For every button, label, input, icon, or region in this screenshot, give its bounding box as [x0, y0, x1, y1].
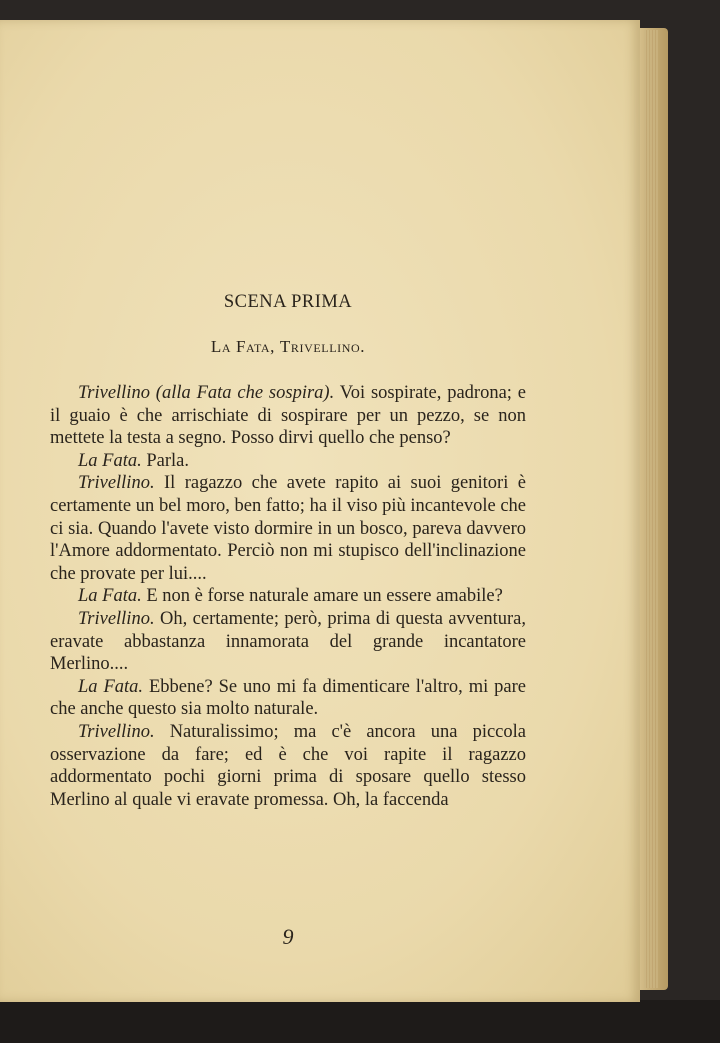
dialogue-paragraph	[50, 676, 526, 721]
dialogue-text: E non è forse naturale amare un essere amabile?	[141, 586, 503, 607]
dialogue-text: Parla.	[141, 450, 189, 471]
page-number: 9	[282, 924, 294, 949]
speaker-name: Trivellino.	[78, 608, 155, 629]
speaker-name: Trivellino (alla Fata che sospira).	[78, 383, 335, 403]
dialogue-paragraph	[50, 721, 526, 811]
dialogue-paragraph	[50, 472, 526, 585]
dialogue-text: Voi sospirate, padrona; e il guaio è che arrischiate di sospirare per un pezzo, se non mettete la testa a segno. Posso dirvi quello che penso?	[50, 383, 527, 449]
speaker-name: La Fata.	[78, 586, 142, 607]
book-page	[0, 20, 640, 1002]
character-trivellino: Trivellino.	[279, 337, 366, 356]
character-fata: La Fata,	[210, 337, 276, 356]
dialogue-text: Il ragazzo che avete rapito ai suoi genitori è certamente un bel moro, ben fatto; ha il viso più incantevole che ci sia. Quando l'avete visto dormire in un bosco, pareva davvero l'Amore addormentato. Perciò non mi stupisco dell'inclinazione che provate per lui....	[50, 473, 526, 584]
dialogue-paragraph	[50, 608, 526, 676]
speaker-name: Trivellino.	[78, 473, 155, 494]
speaker-name: Trivellino.	[78, 721, 155, 742]
dialogue-paragraph	[50, 382, 526, 450]
speaker-name: La Fata.	[78, 450, 142, 471]
speaker-name: La Fata.	[78, 676, 144, 697]
page-edge-lines	[644, 30, 658, 988]
background-bottom	[0, 1000, 720, 1043]
scene-title: SCENA PRIMA	[223, 292, 353, 312]
dialogue-text: Oh, certamente; però, prima di questa avventura, eravate abbastanza innamorata del grande incantatore Merlino....	[50, 608, 526, 675]
dialogue-paragraph	[50, 585, 526, 608]
dialogue-text: Naturalissimo; ma c'è ancora una piccola osservazione da fare; ed è che voi rapite il ragazzo addormentato pochi giorni prima di sposare quello stesso Merlino al quale vi eravate promessa. Oh, la faccenda	[50, 721, 526, 810]
character-list	[50, 337, 526, 357]
dialogue-paragraph	[50, 450, 526, 473]
dialogue-body	[50, 382, 526, 811]
dialogue-text: Ebbene? Se uno mi fa dimenticare l'altro, mi pare che anche questo sia molto naturale.	[50, 676, 526, 720]
